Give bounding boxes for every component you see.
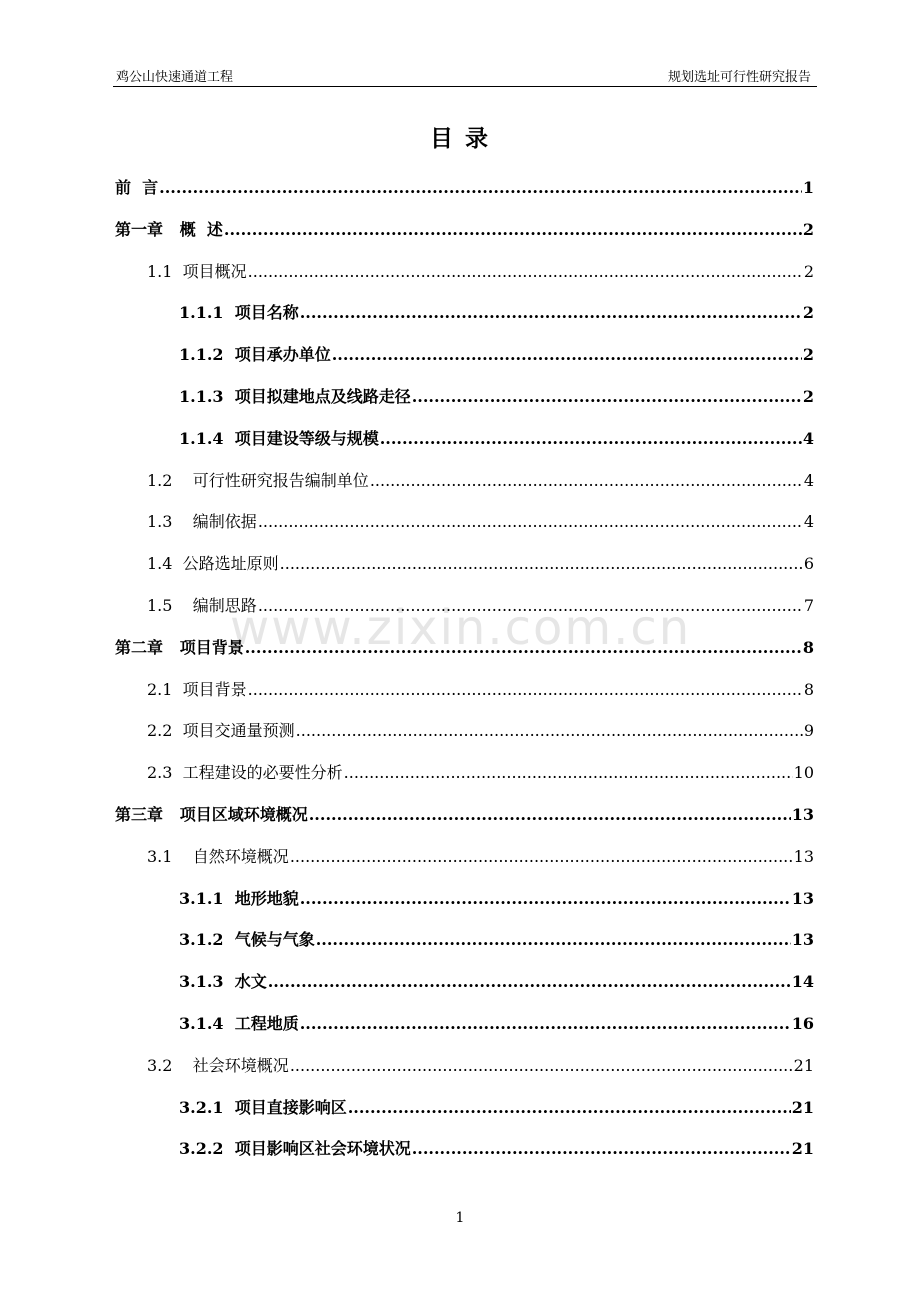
toc-entry[interactable]	[147, 678, 814, 702]
toc-dot-leader	[296, 719, 803, 743]
toc-entry-number: 第二章	[115, 637, 164, 657]
toc-dot-leader	[344, 761, 793, 785]
toc-entry-number: 1.3	[147, 512, 173, 532]
toc-entry-title: 工程地质	[223, 1014, 299, 1033]
toc-entry-number: 第三章	[115, 805, 164, 824]
toc-entry-number: 第一章	[115, 219, 164, 239]
toc-entry-number: 1.1.2	[179, 345, 224, 365]
toc-entry-number: 3.1	[147, 846, 173, 866]
toc-entry-page: 16	[791, 1014, 814, 1033]
toc-dot-leader	[380, 427, 802, 451]
toc-entry[interactable]	[147, 1054, 814, 1078]
toc-entry-title: 项目直接影响区	[223, 1097, 347, 1117]
toc-dot-leader	[245, 636, 802, 660]
toc-entry-title: 项目交通量预测	[172, 721, 295, 741]
toc-entry[interactable]	[147, 845, 814, 869]
toc-entry-page: 14	[791, 972, 814, 992]
toc-entry[interactable]	[179, 427, 814, 451]
toc-entry[interactable]	[115, 636, 814, 660]
toc-entry-number: 1.1.4	[179, 428, 224, 448]
toc-dot-leader	[280, 552, 803, 576]
toc-dot-leader	[290, 845, 793, 869]
toc-entry-page: 8	[803, 679, 814, 699]
toc-entry-title: 项目承办单位	[223, 345, 331, 365]
toc-entry-number: 1.2	[147, 470, 173, 490]
toc-dot-leader	[248, 260, 803, 284]
toc-entry-title: 自然环境概况	[172, 846, 289, 866]
toc-entry[interactable]	[147, 469, 814, 493]
toc-entry-page: 13	[791, 930, 814, 950]
toc-entry-page: 8	[802, 637, 814, 657]
toc-entry-page: 13	[793, 846, 814, 866]
toc-entry[interactable]	[179, 1137, 814, 1161]
toc-entry-title: 地形地貌	[223, 888, 299, 908]
toc-dot-leader	[316, 928, 791, 952]
toc-entry-title: 项目背景	[163, 637, 244, 657]
toc-entry-number: 3.1.2	[179, 930, 224, 950]
toc-entry-page: 7	[803, 596, 814, 615]
toc-entry-title: 社会环境概况	[172, 1055, 289, 1075]
toc-entry-title: 工程建设的必要性分析	[172, 763, 343, 783]
toc-entry[interactable]	[147, 594, 814, 618]
toc-entry-page: 13	[791, 805, 814, 824]
toc-entry-page: 13	[791, 888, 814, 908]
toc-entry-page: 2	[802, 345, 814, 365]
toc-dot-leader	[412, 1137, 791, 1161]
toc-entry-number: 2.3	[147, 763, 173, 783]
toc-entry-page: 2	[802, 387, 814, 406]
toc-entry-number: 3.2.1	[179, 1097, 224, 1117]
toc-entry-page: 21	[793, 1055, 814, 1075]
toc-dot-leader	[258, 594, 803, 618]
toc-entry-title: 水文	[223, 972, 267, 992]
toc-entry[interactable]	[147, 552, 814, 576]
toc-dot-leader	[332, 343, 802, 367]
toc-dot-leader	[300, 1012, 791, 1036]
toc-entry-title: 概 述	[163, 219, 223, 239]
toc-dot-leader	[159, 176, 802, 200]
toc-entry-page: 2	[802, 219, 814, 239]
toc-entry[interactable]	[147, 510, 814, 534]
toc-entry-page: 21	[791, 1139, 814, 1159]
page-number: 1	[455, 1210, 465, 1226]
toc-entry-number: 1.5	[147, 596, 173, 615]
toc-entry-page: 10	[793, 763, 814, 783]
watermark: www.zixin.com.cn	[230, 600, 692, 656]
page-title: 目 录	[429, 125, 490, 152]
toc-entry-title: 气候与气象	[223, 930, 315, 950]
toc-entry[interactable]	[179, 887, 814, 911]
toc-entry-number: 3.2.2	[179, 1139, 224, 1159]
toc-dot-leader	[300, 887, 791, 911]
toc-entry[interactable]	[179, 970, 814, 994]
toc-entry-number: 1.1.3	[179, 387, 224, 406]
toc-entry-number: 1.4	[147, 554, 173, 574]
toc-entry-page: 4	[802, 428, 814, 448]
toc-entry-page: 4	[803, 512, 814, 532]
toc-entry-number: 3.1.3	[179, 972, 224, 992]
toc-entry-title: 项目名称	[223, 303, 299, 323]
toc-entry-page: 4	[803, 470, 814, 490]
toc-entry-title: 项目建设等级与规模	[223, 428, 379, 448]
toc-entry-page: 2	[803, 261, 814, 281]
toc-dot-leader	[224, 218, 802, 242]
toc-dot-leader	[412, 385, 802, 409]
toc-entry-page: 9	[803, 721, 814, 741]
toc-entry-title: 可行性研究报告编制单位	[172, 470, 369, 490]
toc-dot-leader	[370, 469, 803, 493]
toc-entry-page: 6	[803, 554, 814, 574]
toc-entry-number: 1.1.1	[179, 303, 224, 323]
toc-entry[interactable]	[115, 218, 814, 242]
toc-entry-title: 项目概况	[172, 261, 247, 281]
toc-entry[interactable]	[179, 385, 814, 409]
toc-dot-leader	[348, 1096, 791, 1120]
toc-entry[interactable]	[179, 928, 814, 952]
toc-entry-title: 编制依据	[172, 512, 257, 532]
toc-entry-page: 1	[802, 178, 814, 197]
toc-entry-page: 2	[802, 303, 814, 323]
toc-entry-number: 3.2	[147, 1055, 173, 1075]
toc-entry[interactable]	[147, 761, 814, 785]
toc-entry[interactable]	[115, 176, 814, 200]
toc-entry-number: 3.1.1	[179, 888, 224, 908]
toc-entry[interactable]	[115, 803, 814, 827]
header-report-title: 规划选址可行性研究报告	[667, 70, 811, 85]
toc-entry[interactable]	[179, 1012, 814, 1036]
toc-dot-leader	[268, 970, 791, 994]
toc-dot-leader	[290, 1054, 793, 1078]
toc-entry-title: 公路选址原则	[172, 554, 279, 574]
toc-entry-title: 编制思路	[172, 596, 257, 615]
toc-entry[interactable]	[179, 343, 814, 367]
toc-entry-number: 1.1	[147, 261, 173, 281]
toc-entry[interactable]	[147, 719, 814, 743]
toc-entry-title: 项目影响区社会环境状况	[223, 1139, 411, 1159]
toc-entry-page: 21	[791, 1097, 814, 1117]
toc-dot-leader	[248, 678, 803, 702]
toc-dot-leader	[309, 803, 791, 827]
header-project-name: 鸡公山快速通道工程	[116, 70, 234, 85]
toc-entry-title: 项目背景	[172, 679, 247, 699]
toc-entry-title: 项目区域环境概况	[163, 805, 308, 824]
toc-entry-number: 2.2	[147, 721, 173, 741]
toc-entry[interactable]	[147, 260, 814, 284]
toc-entry[interactable]	[179, 1096, 814, 1120]
toc-entry-number: 前 言	[115, 178, 159, 197]
toc-entry-title: 项目拟建地点及线路走径	[223, 387, 411, 406]
toc-entry-number: 3.1.4	[179, 1014, 224, 1033]
toc-dot-leader	[300, 301, 802, 325]
toc-entry-number: 2.1	[147, 679, 173, 699]
toc-entry[interactable]	[179, 301, 814, 325]
toc-dot-leader	[258, 510, 803, 534]
